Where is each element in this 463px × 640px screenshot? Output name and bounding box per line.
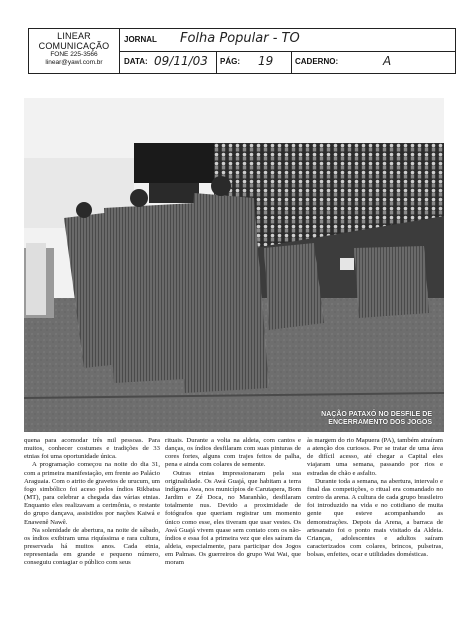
caption-line-1: NAÇÃO PATAXÓ NO DESFILE DE [321,411,432,418]
article-column-1 [24,437,160,568]
jornal-value: Folha Popular - TO [180,31,300,46]
news-photo [24,98,444,432]
article-column-3 [307,437,443,559]
agency-email: linear@yawl.com.br [45,59,103,66]
agency-name: LINEAR COMUNICAÇÃO [38,31,110,51]
caderno-value: A [383,54,392,68]
paragraph: Na solenidade de abertura, na noite de sábado, os índios exibiram uma riquíssima e rara cultura, preservada há muitos anos. Cada etnia, representada em grande e pequeno número, conseguiu contagiar o público com seus [24,526,160,567]
paragraph: Durante toda a semana, na abertura, intervalo e final das competições, o ritual era comandado no centro da arena. A cultura de cada grupo brasileiro foi introduzido na vida e no cotidiano de muita gente que esteve acompanhando as demonstrações. Depois da Arena, a barraca de artesanato foi o ponto mais visitado da Aldeia. Crianças, adolescentes e adultos saíram caracterizados com colares, brincos, pulseiras, bolsas, enfeites, ocar e utilidades domésticas. [307,477,443,559]
data-label: DATA: [124,57,148,66]
data-value: 09/11/03 [154,54,208,68]
caderno-cell [291,51,455,73]
jornal-row [120,29,455,52]
paragraph: A programação começou na noite do dia 31, com a primeira manifestação, em frente ao Palácio Araguaia. Com o atrito de gravetos de urucum, um fogo simbólico foi aceso pelos índios Rikbatsa (MT), para celebrar a chegada das várias etnias. Enquanto eles realizavam a cerimônia, o restante do grupo dançava, assistidos por nações Kaiwá e Enawenê Nawê. [24,461,160,526]
paragraph: Outras etnias impressionaram pela sua originalidade. Os Awá Guajá, que habitam a terra indígena Awa, nos municípios de Carutapera, Bom Jardim e Zé Doca, no Maranhão, desfilaram totalmente nus. Devido a proximidade de fotógrafos que queriam registrar um momento único como esse, eles tiveram que usar vestes. Os Awá Guajá vivem quase sem contato com os não-índios e essa foi a primeira vez que eles saíram da aldeia, especialmente, para participar dos Jogos em Palmas. Os guerreiros do grupo Wai Wai, que moram [165,469,301,567]
photo-illustration [24,98,444,432]
paragraph: quena para acomodar três mil pessoas. Para muitos, conhecer costumes e tradições de 33 etnias foi uma oportunidade única. [24,437,160,461]
article-column-2 [165,437,301,568]
data-cell [120,51,217,73]
caption-line-2: ENCERRAMENTO DOS JOGOS [328,419,432,426]
pag-value: 19 [258,54,274,68]
paragraph: às margem do rio Mapuera (PA), também atraíram a atenção dos curiosos. Por se tratar de uma área de difícil acesso, até chegar a Capital eles viajaram uma semana, passando por rios e estradas de chão e asfalto. [307,437,443,477]
paragraph: rituais. Durante a volta na aldeia, com cantos e danças, os índios desfilaram com suas pinturas de cores fortes, alguns com trajes feitos de palha, pena e ainda com colares de semente. [165,437,301,469]
pag-label: PÁG: [220,57,240,66]
photo-caption [321,411,432,427]
agency-block [29,29,120,73]
agency-phone: FONE 225-3566 [50,51,98,58]
caderno-label: CADERNO: [295,57,339,66]
clipping-header [28,28,456,74]
jornal-label: JORNAL [124,35,157,44]
pag-cell [216,51,292,73]
